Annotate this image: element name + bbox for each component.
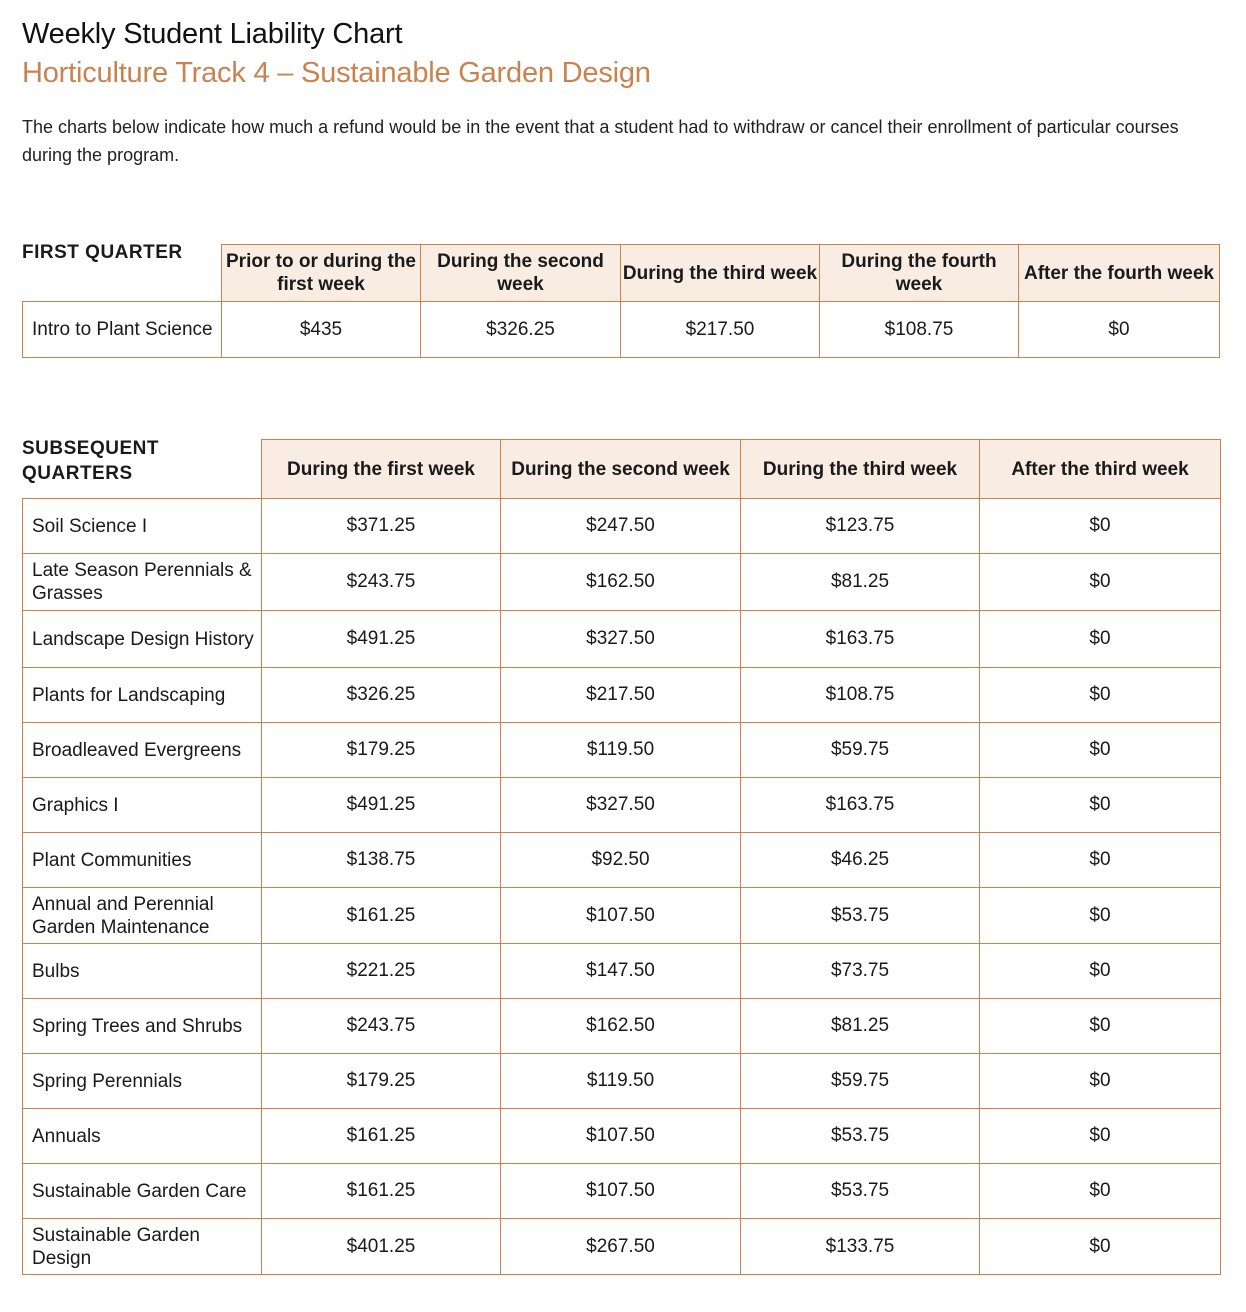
table-row: [23, 1109, 1221, 1164]
column-header: During the third week: [741, 440, 980, 499]
refund-value: $326.25: [421, 302, 621, 358]
refund-value: $0: [980, 499, 1221, 554]
table-row: [23, 1219, 1221, 1275]
course-name: Bulbs: [23, 944, 262, 999]
refund-value: $0: [980, 1109, 1221, 1164]
refund-value: $243.75: [262, 554, 501, 611]
course-name: Spring Perennials: [23, 1054, 262, 1109]
refund-value: $267.50: [501, 1219, 741, 1275]
refund-value: $119.50: [501, 723, 741, 778]
refund-value: $327.50: [501, 778, 741, 833]
table-row: [23, 723, 1221, 778]
refund-value: $0: [980, 723, 1221, 778]
refund-value: $247.50: [501, 499, 741, 554]
refund-value: $0: [980, 1164, 1221, 1219]
first-quarter-label: FIRST QUARTER: [22, 242, 183, 263]
course-name: Sustainable Garden Design: [23, 1219, 262, 1275]
refund-value: $53.75: [741, 1164, 980, 1219]
refund-value: $326.25: [262, 668, 501, 723]
refund-value: $147.50: [501, 944, 741, 999]
refund-value: $371.25: [262, 499, 501, 554]
column-header: Prior to or during the first week: [222, 245, 421, 302]
course-name: Intro to Plant Science: [23, 302, 222, 358]
table-row: [23, 1054, 1221, 1109]
column-header: During the first week: [262, 440, 501, 499]
refund-value: $0: [980, 554, 1221, 611]
refund-value: $327.50: [501, 611, 741, 668]
intro-paragraph: The charts below indicate how much a refund would be in the event that a student had to withdraw or cancel their enrollment of particular courses during the program.: [22, 117, 1179, 165]
refund-value: $81.25: [741, 554, 980, 611]
column-header: After the third week: [980, 440, 1221, 499]
refund-value: $0: [980, 888, 1221, 944]
course-name: Soil Science I: [23, 499, 262, 554]
table-row: [23, 611, 1221, 668]
refund-value: $0: [980, 944, 1221, 999]
table-row: [23, 944, 1221, 999]
refund-value: $123.75: [741, 499, 980, 554]
column-header: During the second week: [501, 440, 741, 499]
refund-value: $138.75: [262, 833, 501, 888]
header-corner: [23, 440, 262, 499]
refund-value: $0: [980, 1054, 1221, 1109]
refund-value: $46.25: [741, 833, 980, 888]
table-row: [23, 888, 1221, 944]
refund-value: $73.75: [741, 944, 980, 999]
refund-value: $0: [980, 1219, 1221, 1275]
header-corner: [23, 245, 222, 302]
refund-value: $108.75: [820, 302, 1019, 358]
course-name: Graphics I: [23, 778, 262, 833]
first-quarter-table: [22, 244, 1220, 358]
refund-value: $161.25: [262, 1109, 501, 1164]
table-row: [23, 778, 1221, 833]
refund-value: $53.75: [741, 888, 980, 944]
refund-value: $59.75: [741, 723, 980, 778]
table-row: [23, 668, 1221, 723]
refund-value: $107.50: [501, 888, 741, 944]
table-row: [23, 999, 1221, 1054]
refund-value: $0: [980, 999, 1221, 1054]
refund-value: $435: [222, 302, 421, 358]
column-header: During the fourth week: [820, 245, 1019, 302]
course-name: Annuals: [23, 1109, 262, 1164]
refund-value: $491.25: [262, 611, 501, 668]
subsequent-quarters-label: SUBSEQUENT QUARTERS: [22, 438, 159, 484]
table-row: [23, 1164, 1221, 1219]
column-header: During the third week: [621, 245, 820, 302]
refund-value: $53.75: [741, 1109, 980, 1164]
refund-value: $179.25: [262, 1054, 501, 1109]
course-name: Plants for Landscaping: [23, 668, 262, 723]
refund-value: $243.75: [262, 999, 501, 1054]
refund-value: $108.75: [741, 668, 980, 723]
refund-value: $491.25: [262, 778, 501, 833]
refund-value: $107.50: [501, 1164, 741, 1219]
course-name: Spring Trees and Shrubs: [23, 999, 262, 1054]
refund-value: $0: [1019, 302, 1220, 358]
refund-value: $0: [980, 611, 1221, 668]
refund-value: $92.50: [501, 833, 741, 888]
first-quarter-header-row: [23, 245, 1220, 302]
refund-value: $401.25: [262, 1219, 501, 1275]
refund-value: $161.25: [262, 888, 501, 944]
refund-value: $217.50: [501, 668, 741, 723]
course-name: Late Season Perennials & Grasses: [23, 554, 262, 611]
refund-value: $163.75: [741, 778, 980, 833]
refund-value: $0: [980, 668, 1221, 723]
course-name: Annual and Perennial Garden Maintenance: [23, 888, 262, 944]
refund-value: $119.50: [501, 1054, 741, 1109]
refund-value: $161.25: [262, 1164, 501, 1219]
table-row: [23, 554, 1221, 611]
refund-value: $0: [980, 833, 1221, 888]
subsequent-quarters-header-row: [23, 440, 1221, 499]
refund-value: $162.50: [501, 554, 741, 611]
refund-value: $221.25: [262, 944, 501, 999]
refund-value: $0: [980, 778, 1221, 833]
refund-value: $179.25: [262, 723, 501, 778]
course-name: Broadleaved Evergreens: [23, 723, 262, 778]
subsequent-quarters-table: [22, 439, 1221, 1275]
refund-value: $163.75: [741, 611, 980, 668]
refund-value: $107.50: [501, 1109, 741, 1164]
refund-value: $162.50: [501, 999, 741, 1054]
course-name: Sustainable Garden Care: [23, 1164, 262, 1219]
table-row: [23, 833, 1221, 888]
refund-value: $81.25: [741, 999, 980, 1054]
table-row: [23, 499, 1221, 554]
course-name: Plant Communities: [23, 833, 262, 888]
refund-value: $59.75: [741, 1054, 980, 1109]
refund-value: $133.75: [741, 1219, 980, 1275]
column-header: After the fourth week: [1019, 245, 1220, 302]
table-row: [23, 302, 1220, 358]
refund-value: $217.50: [621, 302, 820, 358]
page-title: Weekly Student Liability Chart: [22, 18, 403, 50]
course-name: Landscape Design History: [23, 611, 262, 668]
page-subtitle: Horticulture Track 4 – Sustainable Garden Design: [22, 57, 651, 89]
column-header: During the second week: [421, 245, 621, 302]
